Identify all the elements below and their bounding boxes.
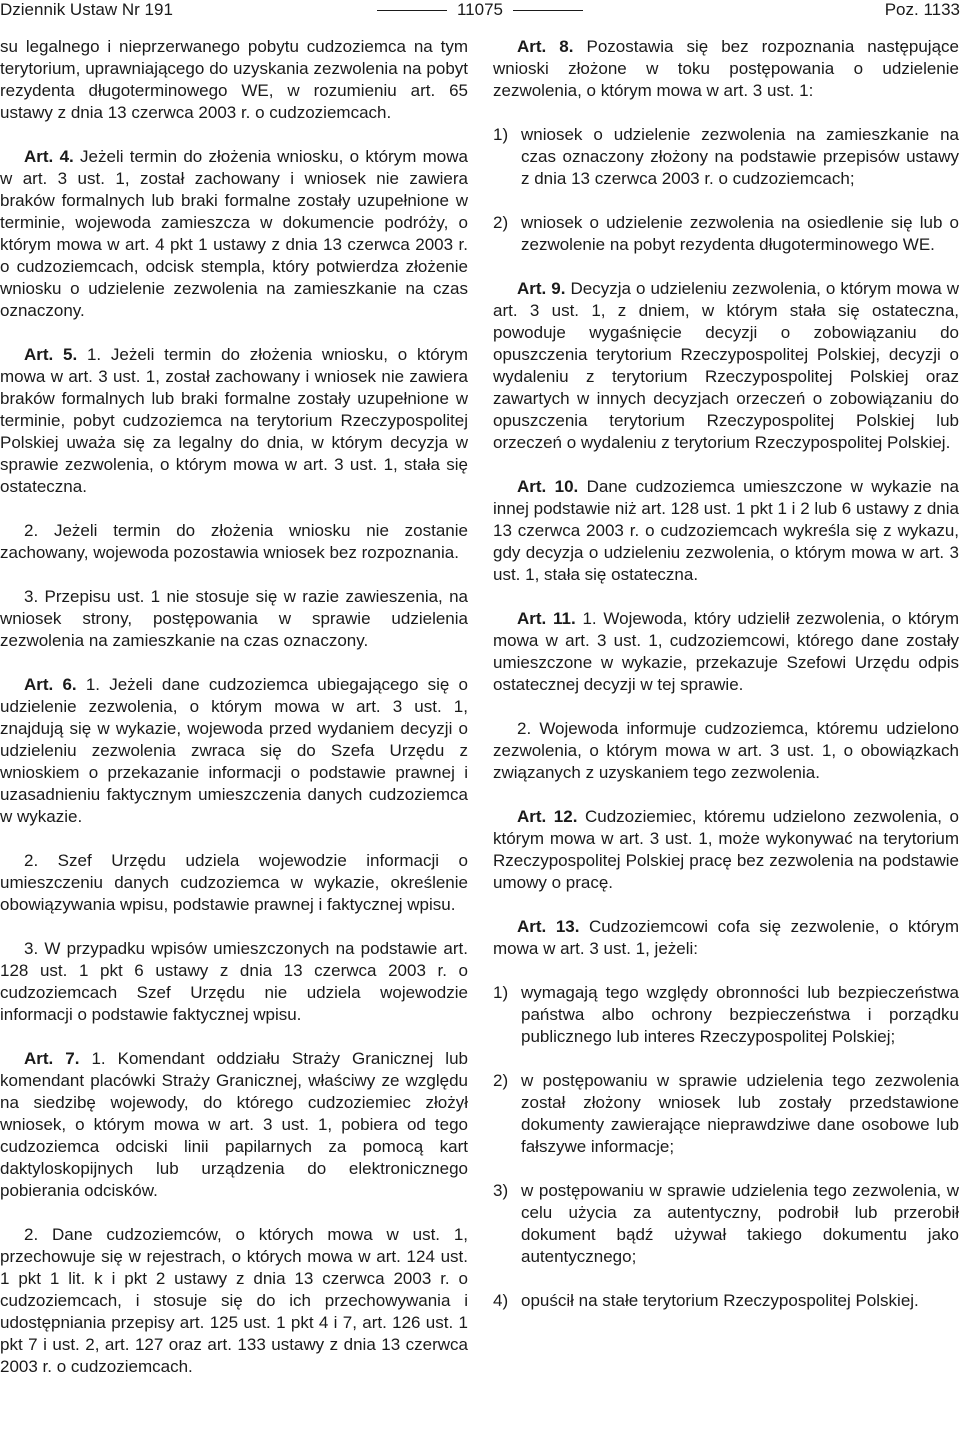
article-5 <box>0 344 468 498</box>
article-text: Cudzoziemcowi cofa się zezwolenie, o którym mowa w art. 3 ust. 1, jeżeli: <box>493 917 959 958</box>
article-5-para-3: 3. Przepisu ust. 1 nie stosuje się w razie zawieszenia, na wniosek strony, postępowania w sprawie udzielenia zezwolenia na zamieszkanie na czas oznaczony. <box>0 587 468 650</box>
list-item-text: wymagają tego względy obronności lub bezpieczeństwa państwa albo ochrony bezpieczeństwa i porządku publicznego lub interes Rzeczypospolitej Polskiej; <box>521 983 959 1046</box>
article-label: Art. 9. <box>517 279 566 298</box>
article-label: Art. 5. <box>24 345 78 364</box>
article-label: Art. 8. <box>517 37 574 56</box>
article-6-para-2: 2. Szef Urzędu udziela wojewodzie informacji o umieszczeniu danych cudzoziemca w wykazie, określenie obowiązywania wpisu, podstawie prawnej i faktycznej wpisu. <box>0 851 468 914</box>
article-4 <box>0 146 468 322</box>
article-7 <box>0 1048 468 1202</box>
article-label: Art. 6. <box>24 675 77 694</box>
list-item <box>493 1070 959 1158</box>
article-text: Decyzja o udzieleniu zezwolenia, o którym mowa w art. 3 ust. 1, z dniem, w którym stała się ostateczna, powoduje wygaśnięcie decyzji o zobowiązaniu do opuszczenia terytorium Rzeczypospolitej Polskiej, decyzji o wydaleniu z terytorium Rzeczypospolitej Polskiej oraz zawartych w innych decyzjach orzeczeń o zobowiązaniu do opuszczenia terytorium Rzeczypospolitej Polskiej lub orzeczeń o wydaleniu z terytorium Rzeczypospolitej Polskiej. <box>493 279 959 452</box>
article-11-para-2: 2. Wojewoda informuje cudzoziemca, któremu udzielono zezwolenia, o którym mowa w art. 3 ust. 1, o obowiązkach związanych z uzyskaniem tego zezwolenia. <box>493 719 959 782</box>
list-item-text: wniosek o udzielenie zezwolenia na osiedlenie się lub o zezwolenie na pobyt rezydenta długoterminowego WE. <box>521 213 959 254</box>
list-item-text: w postępowaniu w sprawie udzielenia tego zezwolenia, w celu użycia za autentyczny, podrobił lub przerobił dokument bądź używał takiego dokumentu jako autentycznego; <box>521 1181 959 1266</box>
article-text: 1. Komendant oddziału Straży Granicznej lub komendant placówki Straży Granicznej, właściwy ze względu na siedzibę wojewody, do którego cudzoziemiec złożył wniosek, o którym mowa w art. 3 ust. 1, pobiera od tego cudzoziemca odciski linii papilarnych za pomocą kart daktyloskopijnych lub urządzenia do elektronicznego pobierania odcisków. <box>0 1049 468 1200</box>
position-number: Poz. 1133 <box>884 0 960 19</box>
list-item-number: 1) <box>493 983 509 1002</box>
article-text: Pozostawia się bez rozpoznania następujące wnioski złożone w toku postępowania o udzielenie zezwolenia, o którym mowa w art. 3 ust. 1: <box>493 37 959 100</box>
article-5-para-2: 2. Jeżeli termin do złożenia wniosku nie zostanie zachowany, wojewoda pozostawia wniosek bez rozpoznania. <box>0 521 468 562</box>
list-item-number: 2) <box>493 1071 509 1090</box>
article-6-para-3: 3. W przypadku wpisów umieszczonych na podstawie art. 128 ust. 1 pkt 6 ustawy z dnia 13 czerwca 2003 r. o cudzoziemcach Szef Urzędu nie udziela wojewodzie informacji o podstawie faktycznej wpisu. <box>0 939 468 1024</box>
list-item <box>493 212 959 256</box>
rule-right <box>513 10 583 11</box>
list-item <box>493 982 959 1048</box>
list-item-number: 4) <box>493 1291 509 1310</box>
journal-title: Dziennik Ustaw Nr 191 <box>0 0 173 19</box>
list-item <box>493 1290 959 1312</box>
article-12 <box>493 806 959 894</box>
paragraph-continuation: su legalnego i nieprzerwanego pobytu cudzoziemca na tym terytorium, uprawniającego do uzyskania zezwolenia na pobyt rezydenta długoterminowego WE, w rozumieniu art. 65 ustawy z dnia 13 czerwca 2003 r. o cudzoziemcach. <box>0 37 468 122</box>
list-item-text: opuścił na stałe terytorium Rzeczypospolitej Polskiej. <box>521 1291 919 1310</box>
article-label: Art. 11. <box>517 609 576 628</box>
article-text: Dane cudzoziemca umieszczone w wykazie na innej podstawie niż art. 128 ust. 1 pkt 1 i 2 lub 6 ustawy z dnia 13 czerwca 2003 r. o cudzoziemcach wykreśla się z wykazu, gdy decyzja o udzieleniu zezwolenia, o którym mowa w art. 3 ust. 1, stała się ostateczna. <box>493 477 959 584</box>
list-item <box>493 124 959 190</box>
article-text: 1. Jeżeli termin do złożenia wniosku, o którym mowa w art. 3 ust. 1, został zachowany i wniosek nie zawiera braków formalnych lub braki formalne zostały uzupełnione w terminie, pobyt cudzoziemca na terytorium Rzeczypospolitej Polskiej uważa się za legalny do dnia, w którym decyzja w sprawie zezwolenia, o którym mowa w art. 3 ust. 1, stała się ostateczna. <box>0 345 468 496</box>
article-label: Art. 4. <box>24 147 74 166</box>
left-column <box>0 36 468 1400</box>
article-8 <box>493 36 959 102</box>
article-10 <box>493 476 959 586</box>
right-column <box>493 36 959 1334</box>
list-item-number: 3) <box>493 1181 509 1200</box>
article-text: Cudzoziemiec, któremu udzielono zezwolenia, o którym mowa w art. 3 ust. 1, może wykonywać na terytorium Rzeczypospolitej Polskiej pracę bez zezwolenia na podstawie umowy o pracę. <box>493 807 959 892</box>
article-11 <box>493 608 959 696</box>
article-6 <box>0 674 468 828</box>
article-label: Art. 13. <box>517 917 580 936</box>
list-item-number: 2) <box>493 213 509 232</box>
article-label: Art. 10. <box>517 477 579 496</box>
list-item-number: 1) <box>493 125 509 144</box>
article-label: Art. 7. <box>24 1049 80 1068</box>
rule-left <box>377 10 447 11</box>
article-9 <box>493 278 959 454</box>
article-13 <box>493 916 959 960</box>
list-item <box>493 1180 959 1268</box>
article-label: Art. 12. <box>517 807 578 826</box>
article-text: 1. Wojewoda, który udzielił zezwolenia, o którym mowa w art. 3 ust. 1, cudzoziemcowi, którego dane zostały umieszczone w wykazie, przekazuje Szefowi Urzędu odpis ostatecznej decyzji w tej sprawie. <box>493 609 959 694</box>
article-text: 1. Jeżeli dane cudzoziemca ubiegającego się o udzielenie zezwolenia, o którym mowa w art. 3 ust. 1, znajdują się w wykazie, wojewoda przed wydaniem decyzji o udzieleniu zezwolenia zwraca się do Szefa Urzędu z wnioskiem o przekazanie informacji o podstawie prawnej i uzasadnieniu faktycznym umieszczenia danych cudzoziemca w wykazie. <box>0 675 468 826</box>
article-text: Jeżeli termin do złożenia wniosku, o którym mowa w art. 3 ust. 1, został zachowany i wniosek nie zawiera braków formalnych lub braki formalne zostały uzupełnione w terminie, wojewoda zamieszcza w dokumencie podróży, o którym mowa w art. 4 pkt 1 ustawy z dnia 13 czerwca 2003 r. o cudzoziemcach, odcisk stempla, który potwierdza złożenie wniosku o udzielenie zezwolenia na zamieszkanie na czas oznaczony. <box>0 147 468 320</box>
page-header <box>0 0 960 20</box>
article-7-para-2: 2. Dane cudzoziemców, o których mowa w ust. 1, przechowuje się w rejestrach, o których mowa w art. 124 ust. 1 pkt 1 lit. k i pkt 2 ustawy z dnia 13 czerwca 2003 r. o cudzoziemcach, i stosuje się do ich przechowywania i udostępniania przepisy art. 125 ust. 1 pkt 4 i 7, art. 126 ust. 1 pkt 7 i ust. 2, art. 127 oraz art. 133 ustawy z dnia 13 czerwca 2003 r. o cudzoziemcach. <box>0 1225 468 1376</box>
page-number <box>0 0 960 20</box>
list-item-text: w postępowaniu w sprawie udzielenia tego zezwolenia został złożony wniosek lub zostały przedstawione dokumenty zawierające nieprawdziwe dane osobowe lub fałszywe informacje; <box>521 1071 959 1156</box>
page-number-text: 11075 <box>456 0 503 19</box>
list-item-text: wniosek o udzielenie zezwolenia na zamieszkanie na czas oznaczony złożony na podstawie przepisów ustawy z dnia 13 czerwca 2003 r. o cudzoziemcach; <box>521 125 959 188</box>
